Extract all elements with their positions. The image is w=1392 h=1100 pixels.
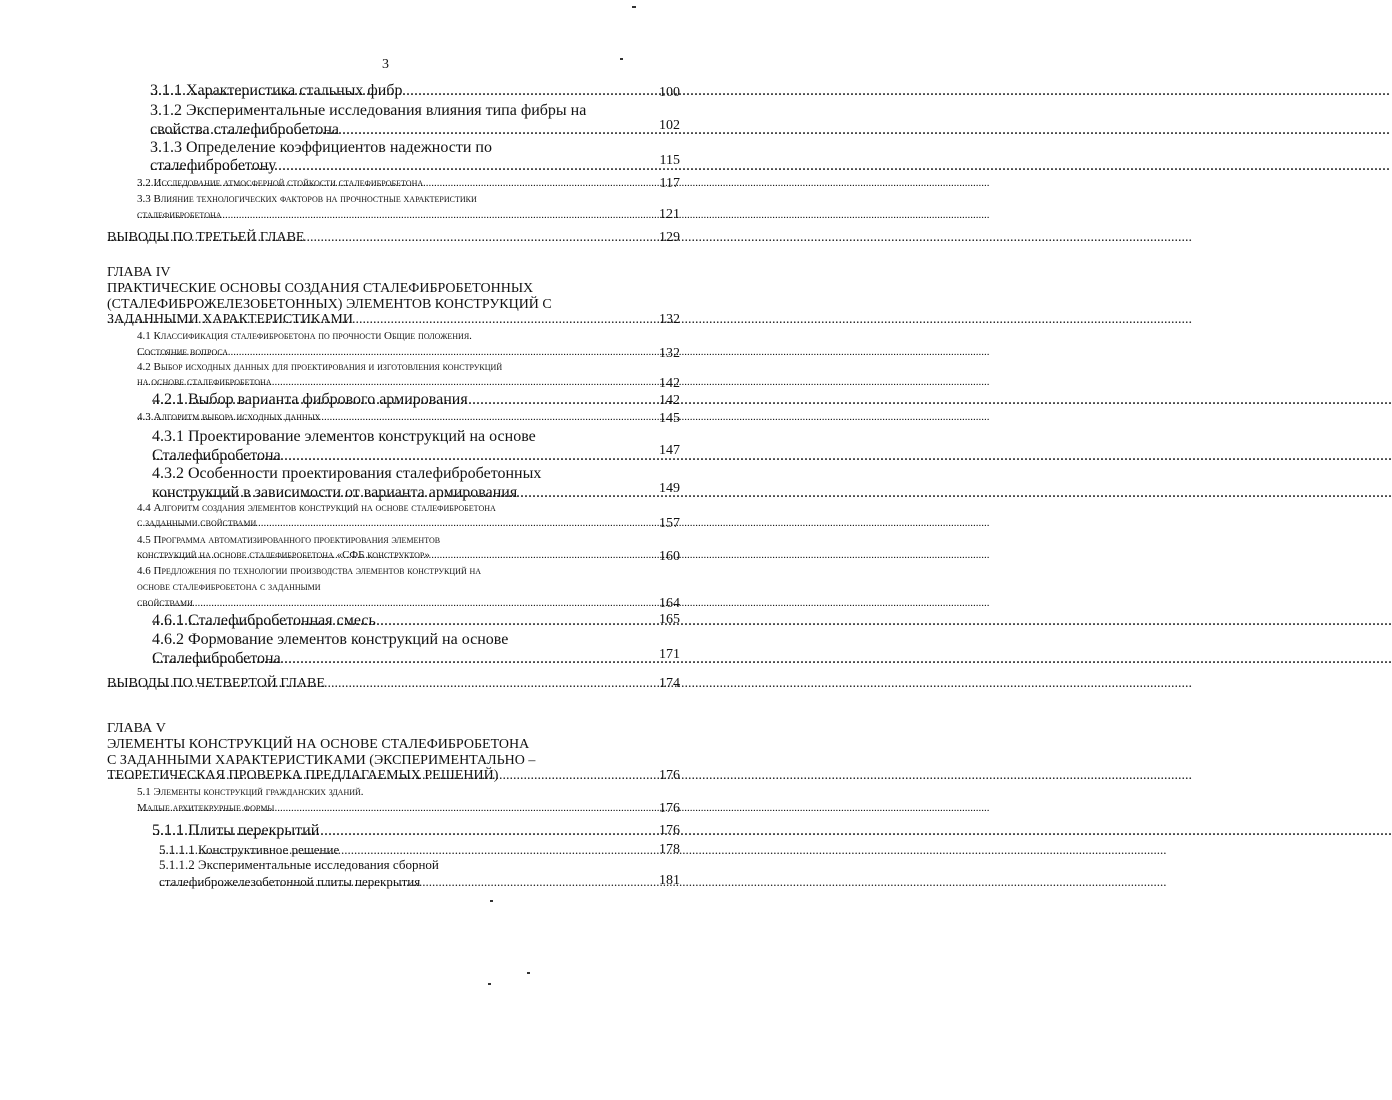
- leader-dots: [150, 82, 1390, 100]
- toc-entry-3-2[interactable]: 3.2 Исследование атмосферной стойкости сталефибробетона .....: [137, 177, 642, 189]
- toc-entry-4-3-1[interactable]: Сталефибробетона .....: [152, 447, 642, 465]
- toc-entry-3-3[interactable]: сталефибробетона .....: [137, 209, 462, 221]
- chapter-4-title-line3[interactable]: ЗАДАННЫМИ ХАРАКТЕРИСТИКАМИ .....: [107, 312, 642, 328]
- leader-dots: [152, 822, 1392, 840]
- toc-entry-3-1-3-line1[interactable]: 3.1.3 Определение коэффициентов надежности по: [150, 139, 492, 156]
- chapter-4-heading[interactable]: ГЛАВА IV: [107, 265, 171, 280]
- toc-entry-3-3-line1[interactable]: 3.3 Влияние технологических факторов на прочностные характеристики: [137, 193, 477, 205]
- scan-speck: [488, 983, 491, 985]
- toc-entry-4-3-2-line1[interactable]: 4.3.2 Особенности проектирования сталефибробетонных: [152, 465, 542, 482]
- toc-entry-5-1-1-1[interactable]: 5.1.1.1 Конструктивное решение .....: [159, 842, 634, 858]
- toc-page-num: 132: [659, 312, 680, 327]
- toc-entry-4-3-2[interactable]: конструкций в зависимости от варианта армирования .....: [152, 484, 642, 502]
- toc-page-num: 142: [659, 376, 680, 391]
- toc-entry-4-6[interactable]: свойствами .....: [137, 597, 642, 609]
- toc-entry-4-1[interactable]: Состояние вопроса .....: [137, 346, 642, 358]
- leader-dots: [137, 549, 990, 561]
- toc-page-num: 102: [659, 118, 680, 133]
- toc-entry-5-1-1-2[interactable]: сталефиброжелезобетонной плиты перекрытия .....: [159, 874, 634, 890]
- toc-entry-4-4-line1[interactable]: 4.4 Алгоритм создания элементов конструкций на основе сталефибробетона: [137, 502, 496, 514]
- toc-page-num: 157: [659, 516, 680, 531]
- toc-page-num: 160: [659, 549, 680, 564]
- page-number: 3: [382, 57, 389, 72]
- toc-page-num: 171: [659, 647, 680, 662]
- leader-dots: [137, 802, 990, 814]
- chapter-5-title-line2: С ЗАДАННЫМИ ХАРАКТЕРИСТИКАМИ (ЭКСПЕРИМЕНТАЛЬНО –: [107, 753, 536, 768]
- toc-entry-4-5[interactable]: конструкций на основе сталефибробетона «СФБ конструктор» .....: [137, 549, 642, 561]
- toc-entry-4-1-line1[interactable]: 4.1 Классификация сталефибробетона по прочности Общие положения.: [137, 330, 472, 342]
- toc-entry-4-6-1[interactable]: 4.6.1 Сталефибробетонная смесь .....: [152, 612, 642, 630]
- toc-page-num: 132: [659, 346, 680, 361]
- leader-dots: [152, 447, 1392, 465]
- chapter-5-heading[interactable]: ГЛАВА V: [107, 721, 166, 736]
- toc-entry-4-3-1-line1[interactable]: 4.3.1 Проектирование элементов конструкций на основе: [152, 428, 536, 445]
- toc-entry-4-3[interactable]: 4.3 Алгоритм выбора исходных данных .....: [137, 411, 392, 423]
- leader-dots: [137, 517, 990, 529]
- toc-entry-3-1-3[interactable]: сталефибробетону .....: [150, 157, 640, 175]
- toc-entry-5-1-line1[interactable]: 5.1 Элементы конструкций гражданских зданий.: [137, 786, 364, 798]
- toc-entry-3-1-2[interactable]: свойства сталефибробетона .....: [150, 121, 640, 139]
- toc-entry-4-5-line1[interactable]: 4.5 Программа автоматизированного проектирования элементов: [137, 534, 441, 546]
- toc-page-num: 145: [659, 411, 680, 426]
- toc-page-num: 176: [659, 768, 680, 783]
- leader-dots: [150, 121, 1390, 139]
- toc-entry-3-1-2-line1[interactable]: 3.1.2 Экспериментальные исследования влияния типа фибры на: [150, 102, 587, 119]
- chapter-5-title-line3[interactable]: ТЕОРЕТИЧЕСКАЯ ПРОВЕРКА ПРЕДЛАГАЕМЫХ РЕШЕНИЙ) .....: [107, 768, 642, 784]
- scan-speck: [620, 58, 623, 60]
- toc-page-num: 165: [659, 612, 680, 627]
- chapter-4-title-line2: (СТАЛЕФИБРОЖЕЛЕЗОБЕТОННЫХ) ЭЛЕМЕНТОВ КОНСТРУКЦИЙ С: [107, 297, 552, 312]
- leader-dots: [152, 484, 1392, 502]
- toc-entry-5-1-1[interactable]: 5.1.1 Плиты перекрытий .....: [152, 822, 642, 840]
- toc-page-num: 149: [659, 481, 680, 496]
- toc-page-num: 176: [659, 801, 680, 816]
- toc-entry-3-1-1[interactable]: 3.1.1 Характеристика стальных фибр .....: [150, 82, 640, 100]
- toc-conclusions-3[interactable]: ВЫВОДЫ ПО ТРЕТЬЕЙ ГЛАВЕ .....: [107, 230, 642, 246]
- toc-entry-4-2-1[interactable]: 4.2.1 Выбор варианта фибрового армирования .....: [152, 391, 642, 409]
- toc-page-num: 142: [659, 393, 680, 408]
- toc-entry-4-6-2[interactable]: Сталефибробетона .....: [152, 650, 642, 668]
- leader-dots: [137, 597, 990, 609]
- leader-dots: [152, 391, 1392, 409]
- toc-entry-5-1[interactable]: Малые архитекрурные формы .....: [137, 802, 642, 814]
- toc-entry-4-6-line2[interactable]: основе сталефибробетона с заданными: [137, 581, 321, 593]
- toc-page-num: 117: [659, 176, 680, 191]
- toc-page-num: 176: [659, 823, 680, 838]
- leader-dots: [152, 612, 1392, 630]
- toc-entry-5-1-1-2-line1[interactable]: 5.1.1.2 Экспериментальные исследования сборной: [159, 857, 439, 872]
- leader-dots: [137, 177, 990, 189]
- toc-page-num: 178: [659, 842, 680, 857]
- toc-page-num: 174: [659, 676, 680, 691]
- leader-dots: [137, 376, 990, 388]
- toc-conclusions-4[interactable]: ВЫВОДЫ ПО ЧЕТВЕРТОЙ ГЛАВЕ .....: [107, 676, 642, 692]
- leader-dots: [137, 346, 990, 358]
- scan-speck: [490, 900, 493, 902]
- toc-entry-4-6-line1[interactable]: 4.6 Предложения по технологии производства элементов конструкций на: [137, 565, 482, 577]
- toc-page-num: 100: [659, 85, 680, 100]
- toc-page-num: 115: [659, 153, 680, 168]
- toc-entry-4-2-line1[interactable]: 4.2 Выбор исходных данных для проектирования и изготовления конструкций: [137, 361, 503, 373]
- scan-speck: [527, 972, 530, 974]
- scan-speck: [632, 6, 636, 8]
- leader-dots: [152, 650, 1392, 668]
- toc-page-num: 164: [659, 596, 680, 611]
- chapter-5-title-line1: ЭЛЕМЕНТЫ КОНСТРУКЦИЙ НА ОСНОВЕ СТАЛЕФИБРОБЕТОНА: [107, 737, 530, 752]
- chapter-4-title-line1: ПРАКТИЧЕСКИЕ ОСНОВЫ СОЗДАНИЯ СТАЛЕФИБРОБЕТОННЫХ: [107, 281, 534, 296]
- toc-page-num: 147: [659, 443, 680, 458]
- leader-dots: [137, 209, 990, 221]
- leader-dots: [137, 411, 990, 423]
- toc-entry-4-4[interactable]: с заданными свойствами .....: [137, 517, 642, 529]
- toc-entry-4-6-2-line1[interactable]: 4.6.2 Формование элементов конструкций на основе: [152, 631, 509, 648]
- toc-page-num: 121: [659, 207, 680, 222]
- leader-dots: [150, 157, 1390, 175]
- toc-entry-4-2[interactable]: на основе сталефибробетона .....: [137, 376, 642, 388]
- toc-page-num: 129: [659, 230, 680, 245]
- toc-page-num: 181: [659, 873, 680, 888]
